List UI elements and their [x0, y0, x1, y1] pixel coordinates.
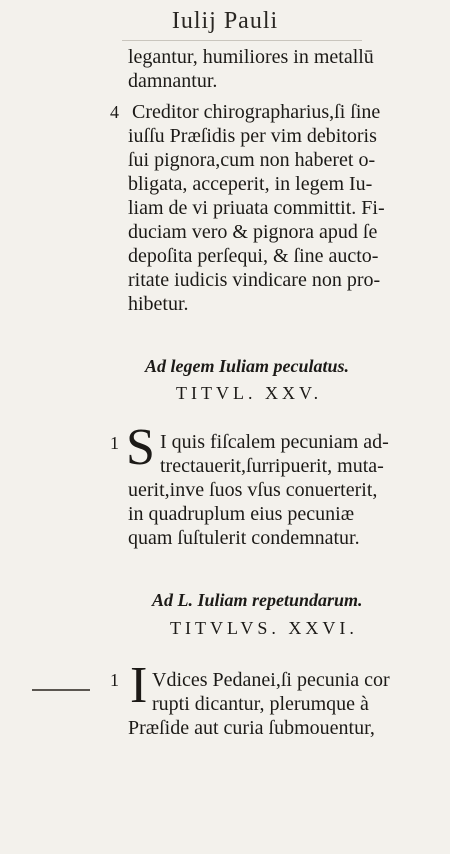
margin-mark — [32, 689, 90, 691]
text-line: iuſſu Præſidis per vim debitoris — [128, 125, 377, 147]
text-line: bligata, acceperit, in legem Iu- — [128, 173, 373, 195]
section-heading: Ad legem Iuliam peculatus. — [145, 356, 350, 376]
text-line: legantur, humiliores in metallū — [128, 46, 374, 68]
text-line: depoſita perſequi, & ſine aucto- — [128, 245, 379, 267]
titulus-label: TITVL. XXV. — [176, 383, 323, 403]
drop-cap: I — [130, 657, 148, 714]
text-line: ritate iudicis vindicare non pro- — [128, 269, 381, 291]
text-line: Vdices Pedanei,ſi pecunia cor — [152, 669, 390, 691]
text-line: trectauerit,ſurripuerit, muta- — [160, 455, 384, 477]
paragraph-number: 1 — [110, 433, 119, 453]
text-line: ſui pignora,cum non haberet o- — [128, 149, 376, 171]
text-line: Præſide aut curia ſubmouentur, — [128, 717, 375, 739]
text-line: damnantur. — [128, 70, 218, 92]
paragraph-number: 4 — [110, 102, 119, 122]
text-line: liam de vi priuata committit. Fi- — [128, 197, 385, 219]
titulus-label: TITVLVS. XXVI. — [170, 618, 358, 638]
text-line: Creditor chirographarius,ſi ſine — [132, 101, 381, 123]
text-line: hibetur. — [128, 293, 189, 315]
text-line: quam ſuſtulerit condemnatur. — [128, 527, 360, 549]
section-heading: Ad L. Iuliam repetundarum. — [152, 590, 363, 610]
text-line: I quis fiſcalem pecuniam ad- — [160, 431, 389, 453]
text-line: in quadruplum eius pecuniæ — [128, 503, 355, 525]
text-line: rupti dicantur, plerumque à — [152, 693, 369, 715]
paragraph-number: 1 — [110, 670, 119, 690]
text-line: uerit,inve ſuos vſus conuerterit, — [128, 479, 378, 501]
header-rule — [122, 40, 362, 41]
text-line: duciam vero & pignora apud ſe — [128, 221, 378, 243]
drop-cap: S — [126, 419, 155, 476]
running-head: Iulij Pauli — [171, 8, 279, 34]
